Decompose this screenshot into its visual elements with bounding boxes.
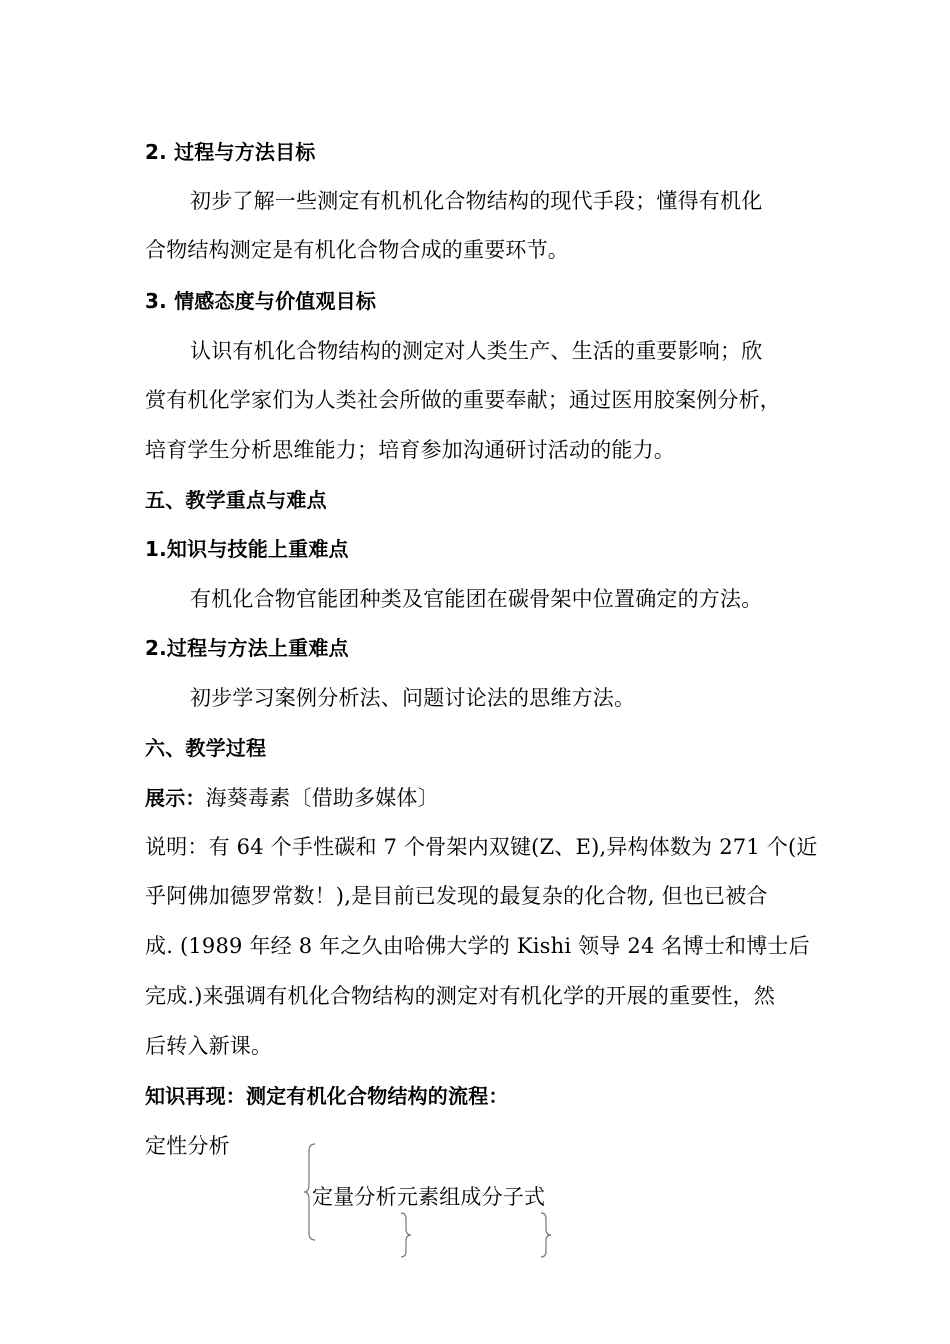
heading-process: 2.过程与方法上重难点 (145, 636, 349, 660)
heading-section-5: 五、教学重点与难点 (145, 488, 327, 512)
paragraph-line: 培育学生分析思维能力；培育参加沟通研讨活动的能力。 (145, 438, 675, 462)
flow-qualitative: 定性分析 (145, 1134, 230, 1158)
paragraph-line: 初步了解一些测定有机机化合物结构的现代手段；懂得有机化 (190, 189, 763, 213)
paragraph-line: 有机化合物官能团种类及官能团在碳骨架中位置确定的方法。 (190, 587, 763, 611)
flow-row (312, 1185, 545, 1209)
show-text: 海葵毒素〔借助多媒体〕 (205, 786, 439, 810)
flow-quantitative: 定量分析 (312, 1185, 397, 1209)
paragraph-line: 成. (1989 年经 8 年之久由哈佛大学的 Kishi 领导 24 名博士和博士后 (145, 934, 810, 958)
paragraph-line: 完成.)来强调有机化合物结构的测定对有机化学的开展的重要性，然 (145, 984, 776, 1008)
right-brace-icon (538, 1212, 558, 1258)
paragraph-line: 合物结构测定是有机化合物合成的重要环节。 (145, 238, 569, 262)
paragraph-line: 说明：有 64 个手性碳和 7 个骨架内双键(Z、E),异构体数为 271 个(近 (145, 835, 818, 859)
paragraph-line: 后转入新课。 (145, 1034, 273, 1058)
heading-process-goal: 2. 过程与方法目标 (145, 140, 316, 164)
heading-section-6: 六、教学过程 (145, 736, 267, 760)
paragraph-line: 乎阿佛加德罗常数！),是目前已发现的最复杂的化合物, 但也已被合 (145, 884, 768, 908)
show-label: 展示： (145, 786, 206, 810)
paragraph-line: 赏有机化学家们为人类社会所做的重要奉献；通过医用胶案例分析， (145, 388, 781, 412)
paragraph-line: 初步学习案例分析法、问题讨论法的思维方法。 (190, 686, 636, 710)
right-brace-icon (398, 1212, 418, 1258)
show-line (145, 786, 439, 810)
flow-formula: 分子式 (481, 1185, 546, 1209)
heading-recall: 知识再现：测定有机化合物结构的流程： (145, 1084, 509, 1108)
heading-emotion-goal: 3. 情感态度与价值观目标 (145, 289, 377, 313)
paragraph-line: 认识有机化合物结构的测定对人类生产、生活的重要影响；欣 (190, 339, 763, 363)
flow-elements: 元素组成 (396, 1185, 482, 1209)
heading-knowledge: 1.知识与技能上重难点 (145, 537, 349, 561)
